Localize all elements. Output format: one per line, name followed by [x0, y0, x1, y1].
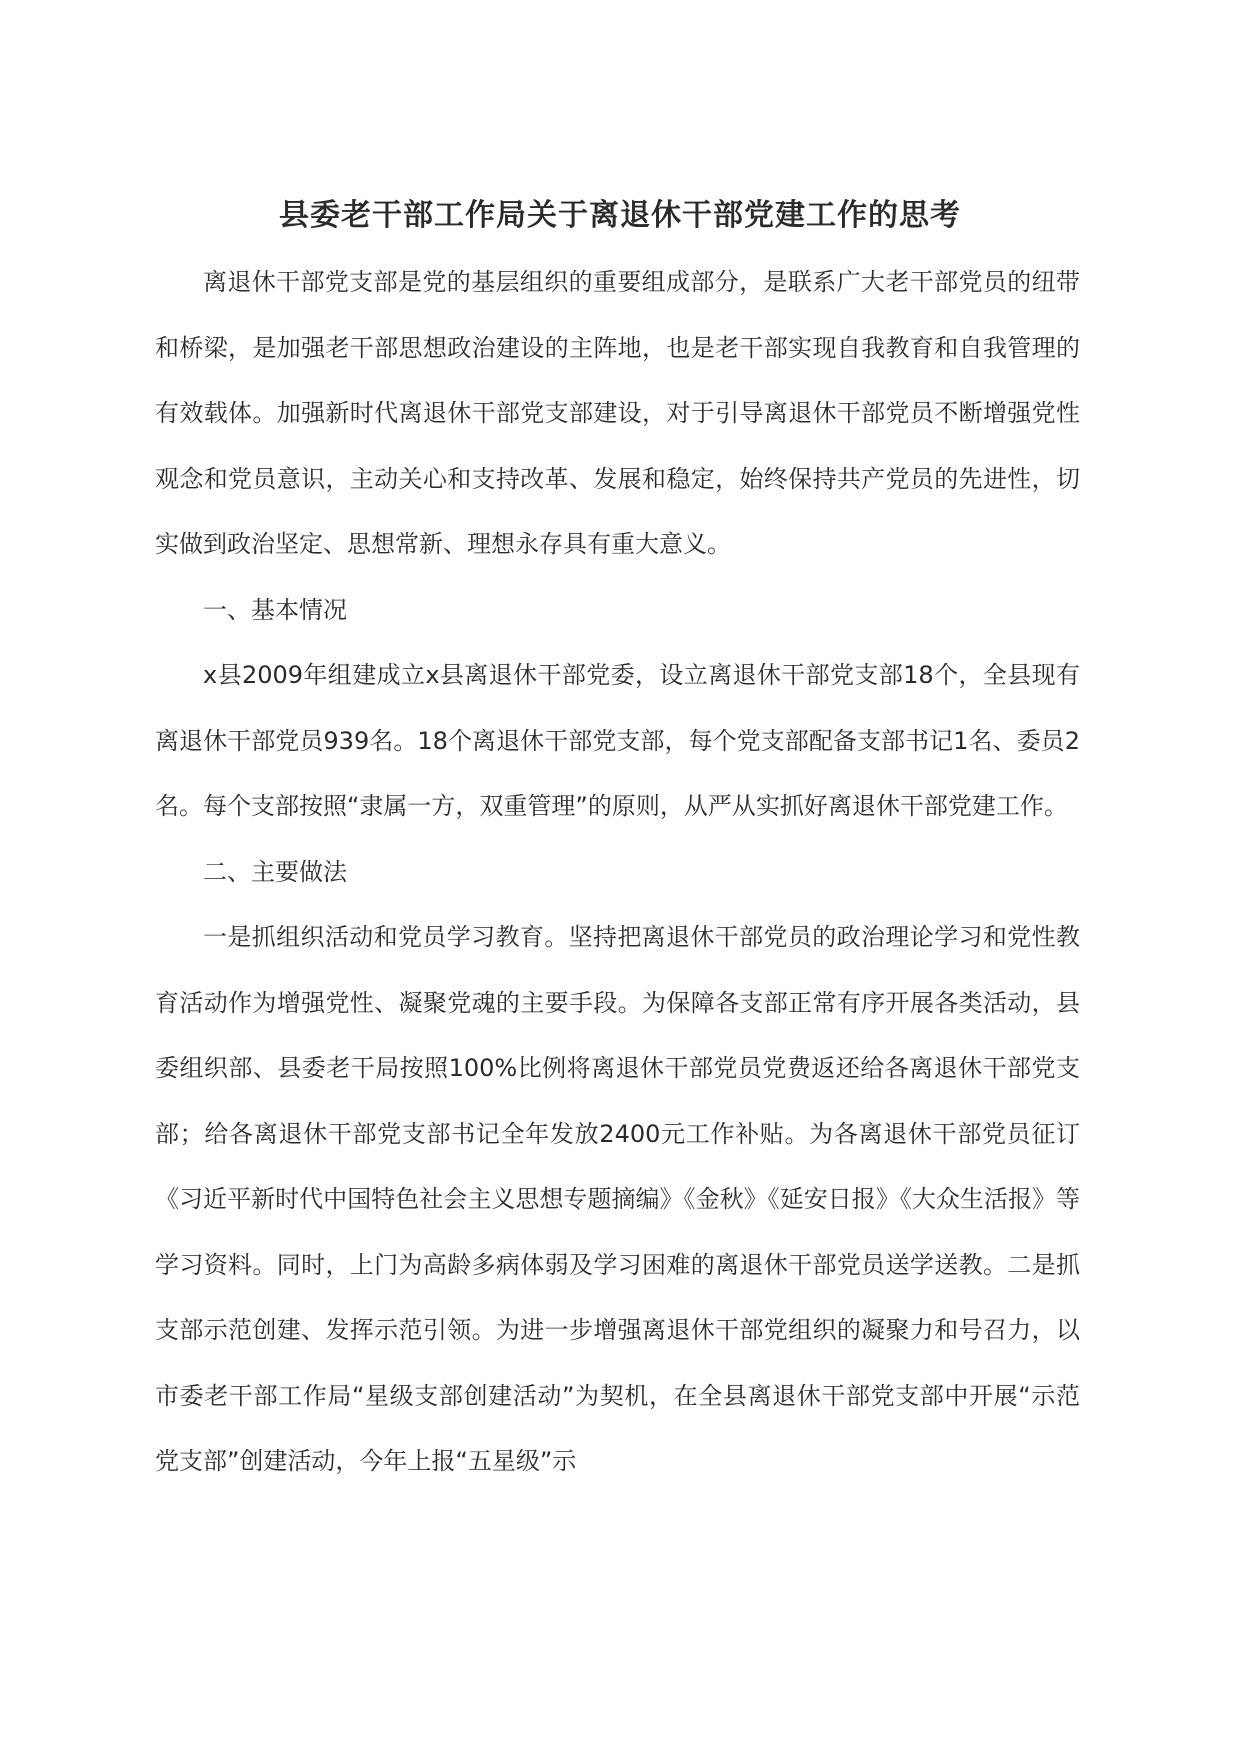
section-heading-basic-situation: 一、基本情况 — [203, 595, 347, 624]
paragraph-basic-situation: x县2009年组建成立x县离退休干部党委，设立离退休干部党支部18个，全县现有离退休干部党员939名。18个离退休干部党支部，每个党支部配备支部书记1名、委员2名。每个支部按照“隶属一方，双重管理”的原则，从严从实抓好离退休干部党建工作。 — [155, 661, 1080, 820]
paragraph-intro: 离退休干部党支部是党的基层组织的重要组成部分，是联系广大老干部党员的纽带和桥梁，是加强老干部思想政治建设的主阵地，也是老干部实现自我教育和自我管理的有效载体。加强新时代离退休干部党支部建设，对于引导离退休干部党员不断增强党性观念和党员意识，主动关心和支持改革、发展和稳定，始终保持共产党员的先进性，切实做到政治坚定、思想常新、理想永存具有重大意义。 — [155, 268, 1080, 558]
document-title: 县委老干部工作局关于离退休干部党建工作的思考 — [279, 198, 961, 233]
section-heading-main-practices: 二、主要做法 — [203, 857, 347, 886]
paragraph-main-practices: 一是抓组织活动和党员学习教育。坚持把离退休干部党员的政治理论学习和党性教育活动作为增强党性、凝聚党魂的主要手段。为保障各支部正常有序开展各类活动，县委组织部、县委老干局按照100%比例将离退休干部党员党费返还给各离退休干部党支部；给各离退休干部党支部书记全年发放2400元工作补贴。为各离退休干部党员征订《习近平新时代中国特色社会主义思想专题摘编》《金秋》《延安日报》《大众生活报》等学习资料。同时，上门为高龄多病体弱及学习困难的离退休干部党员送学送教。二是抓支部示范创建、发挥示范引领。为进一步增强离退休干部党组织的凝聚力和号召力，以市委老干部工作局“星级支部创建活动”为契机，在全县离退休干部党支部中开展“示范党支部”创建活动，今年上报“五星级”示 — [155, 923, 1080, 1475]
document-body — [155, 250, 1080, 1495]
